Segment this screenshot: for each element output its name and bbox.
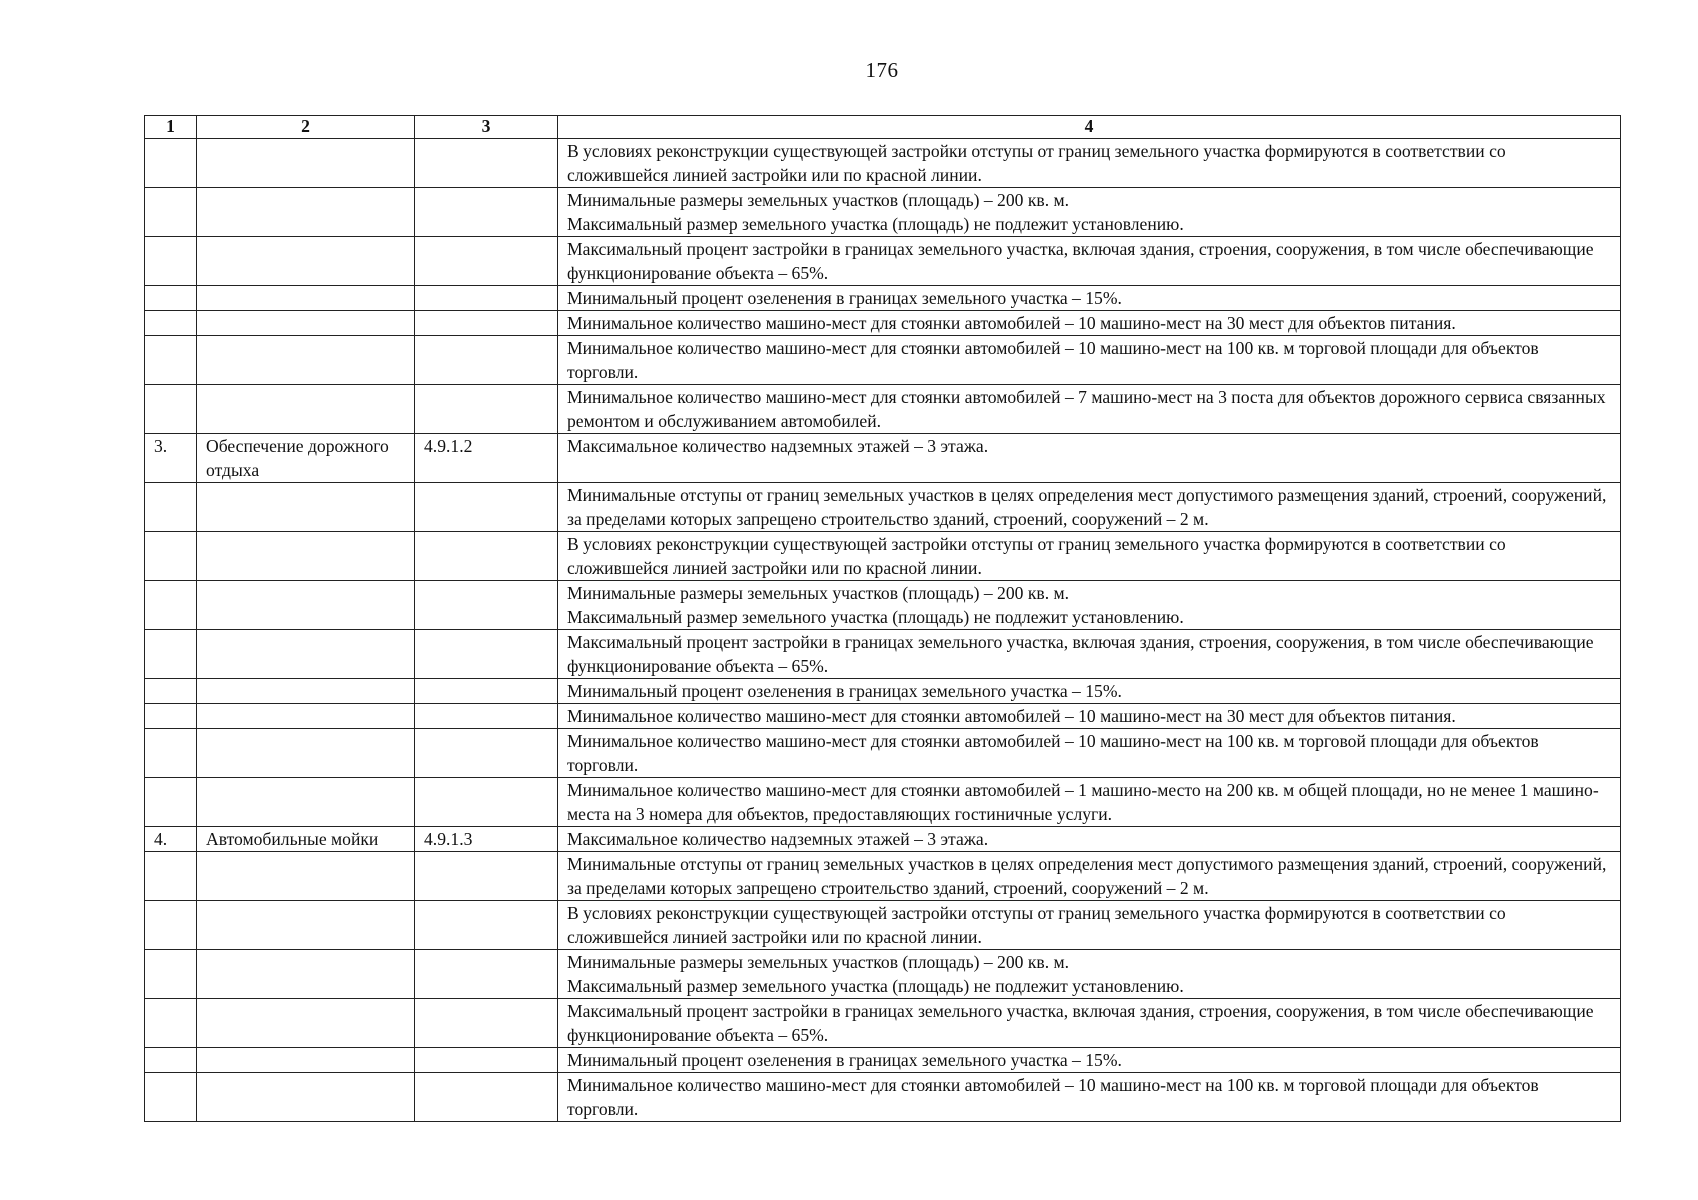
- table-row: [145, 950, 1621, 999]
- land-use-code: 4.9.1.2: [415, 434, 558, 483]
- table-row: [145, 188, 1621, 237]
- requirement-text: Минимальные размеры земельных участков (площадь) – 200 кв. м. Максимальный размер земельного участка (площадь) не подлежит установлению.: [558, 950, 1621, 999]
- land-use-code: [415, 237, 558, 286]
- row-number: [145, 286, 197, 311]
- requirement-text: Максимальный процент застройки в границах земельного участка, включая здания, строения, сооружения, в том числе обеспечивающие функционирование объекта – 65%.: [558, 237, 1621, 286]
- requirement-text: Минимальный процент озеленения в границах земельного участка – 15%.: [558, 1048, 1621, 1073]
- table-row: [145, 286, 1621, 311]
- land-use-code: [415, 704, 558, 729]
- land-use-code: [415, 852, 558, 901]
- land-use-code: [415, 729, 558, 778]
- row-number: [145, 188, 197, 237]
- regulations-table: [144, 115, 1621, 1122]
- header-col-3: 3: [415, 116, 558, 139]
- row-number: [145, 311, 197, 336]
- land-use-name: [197, 999, 415, 1048]
- land-use-name: [197, 704, 415, 729]
- requirement-text: Минимальное количество машино-мест для стоянки автомобилей – 1 машино-место на 200 кв. м общей площади, но не менее 1 машино-места на 3 номера для объектов, предоставляющих гостиничные услуги.: [558, 778, 1621, 827]
- requirement-text: Минимальное количество машино-мест для стоянки автомобилей – 10 машино-мест на 100 кв. м торговой площади для объектов торговли.: [558, 336, 1621, 385]
- land-use-name: Обеспечение дорожного отдыха: [197, 434, 415, 483]
- row-number: [145, 679, 197, 704]
- table-row: [145, 827, 1621, 852]
- land-use-code: [415, 532, 558, 581]
- row-number: [145, 1048, 197, 1073]
- table-row: [145, 901, 1621, 950]
- land-use-code: [415, 778, 558, 827]
- land-use-code: [415, 385, 558, 434]
- requirement-text: В условиях реконструкции существующей застройки отступы от границ земельного участка формируются в соответствии со сложившейся линией застройки или по красной линии.: [558, 139, 1621, 188]
- requirement-text: В условиях реконструкции существующей застройки отступы от границ земельного участка формируются в соответствии со сложившейся линией застройки или по красной линии.: [558, 532, 1621, 581]
- land-use-name: [197, 778, 415, 827]
- requirement-text: Минимальное количество машино-мест для стоянки автомобилей – 10 машино-мест на 30 мест для объектов питания.: [558, 704, 1621, 729]
- land-use-name: [197, 139, 415, 188]
- land-use-code: [415, 483, 558, 532]
- land-use-name: [197, 729, 415, 778]
- requirement-text: Максимальный процент застройки в границах земельного участка, включая здания, строения, сооружения, в том числе обеспечивающие функционирование объекта – 65%.: [558, 999, 1621, 1048]
- land-use-code: [415, 311, 558, 336]
- requirement-text: Минимальное количество машино-мест для стоянки автомобилей – 10 машино-мест на 100 кв. м торговой площади для объектов торговли.: [558, 729, 1621, 778]
- land-use-name: [197, 237, 415, 286]
- land-use-name: [197, 483, 415, 532]
- header-col-2: 2: [197, 116, 415, 139]
- row-number: [145, 901, 197, 950]
- table-row: [145, 336, 1621, 385]
- land-use-name: [197, 311, 415, 336]
- table-row: [145, 999, 1621, 1048]
- table-row: [145, 630, 1621, 679]
- requirement-text: Минимальные отступы от границ земельных участков в целях определения мест допустимого размещения зданий, строений, сооружений, за пределами которых запрещено строительство зданий, строений, сооружений – 2 м.: [558, 852, 1621, 901]
- header-col-4: 4: [558, 116, 1621, 139]
- requirement-text: Минимальные размеры земельных участков (площадь) – 200 кв. м. Максимальный размер земельного участка (площадь) не подлежит установлению.: [558, 581, 1621, 630]
- requirement-text: Минимальное количество машино-мест для стоянки автомобилей – 10 машино-мест на 30 мест для объектов питания.: [558, 311, 1621, 336]
- land-use-name: [197, 581, 415, 630]
- land-use-code: 4.9.1.3: [415, 827, 558, 852]
- row-number: 3.: [145, 434, 197, 483]
- land-use-name: [197, 385, 415, 434]
- land-use-code: [415, 286, 558, 311]
- land-use-name: [197, 950, 415, 999]
- table-row: [145, 139, 1621, 188]
- land-use-code: [415, 630, 558, 679]
- row-number: [145, 729, 197, 778]
- land-use-code: [415, 336, 558, 385]
- header-col-1: 1: [145, 116, 197, 139]
- row-number: [145, 852, 197, 901]
- land-use-code: [415, 1048, 558, 1073]
- land-use-name: [197, 1048, 415, 1073]
- land-use-code: [415, 679, 558, 704]
- table-row: [145, 778, 1621, 827]
- land-use-name: [197, 188, 415, 237]
- row-number: [145, 950, 197, 999]
- requirement-text: Максимальный процент застройки в границах земельного участка, включая здания, строения, сооружения, в том числе обеспечивающие функционирование объекта – 65%.: [558, 630, 1621, 679]
- table-row: [145, 434, 1621, 483]
- land-use-code: [415, 1073, 558, 1122]
- land-use-name: [197, 336, 415, 385]
- row-number: [145, 1073, 197, 1122]
- row-number: [145, 385, 197, 434]
- land-use-code: [415, 999, 558, 1048]
- row-number: [145, 778, 197, 827]
- table-row: [145, 704, 1621, 729]
- land-use-code: [415, 188, 558, 237]
- land-use-name: [197, 901, 415, 950]
- requirement-text: Минимальное количество машино-мест для стоянки автомобилей – 10 машино-мест на 100 кв. м торговой площади для объектов торговли.: [558, 1073, 1621, 1122]
- row-number: [145, 139, 197, 188]
- row-number: [145, 532, 197, 581]
- table-row: [145, 1073, 1621, 1122]
- table-row: [145, 852, 1621, 901]
- table-header: [145, 116, 1621, 139]
- table-row: [145, 679, 1621, 704]
- row-number: [145, 336, 197, 385]
- table-row: [145, 483, 1621, 532]
- row-number: [145, 704, 197, 729]
- table-row: [145, 311, 1621, 336]
- table-row: [145, 1048, 1621, 1073]
- land-use-code: [415, 950, 558, 999]
- land-use-name: Автомобильные мойки: [197, 827, 415, 852]
- requirement-text: Максимальное количество надземных этажей – 3 этажа.: [558, 434, 1621, 483]
- land-use-code: [415, 901, 558, 950]
- table-row: [145, 385, 1621, 434]
- land-use-code: [415, 581, 558, 630]
- row-number: 4.: [145, 827, 197, 852]
- row-number: [145, 483, 197, 532]
- row-number: [145, 237, 197, 286]
- land-use-name: [197, 630, 415, 679]
- requirement-text: В условиях реконструкции существующей застройки отступы от границ земельного участка формируются в соответствии со сложившейся линией застройки или по красной линии.: [558, 901, 1621, 950]
- table-row: [145, 729, 1621, 778]
- requirement-text: Минимальные размеры земельных участков (площадь) – 200 кв. м. Максимальный размер земельного участка (площадь) не подлежит установлению.: [558, 188, 1621, 237]
- land-use-name: [197, 532, 415, 581]
- row-number: [145, 581, 197, 630]
- row-number: [145, 630, 197, 679]
- requirement-text: Минимальный процент озеленения в границах земельного участка – 15%.: [558, 286, 1621, 311]
- table-row: [145, 581, 1621, 630]
- header-row: [145, 116, 1621, 139]
- land-use-name: [197, 852, 415, 901]
- requirement-text: Минимальное количество машино-мест для стоянки автомобилей – 7 машино-мест на 3 поста для объектов дорожного сервиса связанных ремонтом и обслуживанием автомобилей.: [558, 385, 1621, 434]
- table-row: [145, 532, 1621, 581]
- requirement-text: Максимальное количество надземных этажей – 3 этажа.: [558, 827, 1621, 852]
- land-use-name: [197, 286, 415, 311]
- page-number: 176: [865, 58, 899, 82]
- land-use-code: [415, 139, 558, 188]
- land-use-name: [197, 679, 415, 704]
- row-number: [145, 999, 197, 1048]
- table-body: [145, 139, 1621, 1122]
- table-row: [145, 237, 1621, 286]
- requirement-text: Минимальный процент озеленения в границах земельного участка – 15%.: [558, 679, 1621, 704]
- land-use-name: [197, 1073, 415, 1122]
- requirement-text: Минимальные отступы от границ земельных участков в целях определения мест допустимого размещения зданий, строений, сооружений, за пределами которых запрещено строительство зданий, строений, сооружений – 2 м.: [558, 483, 1621, 532]
